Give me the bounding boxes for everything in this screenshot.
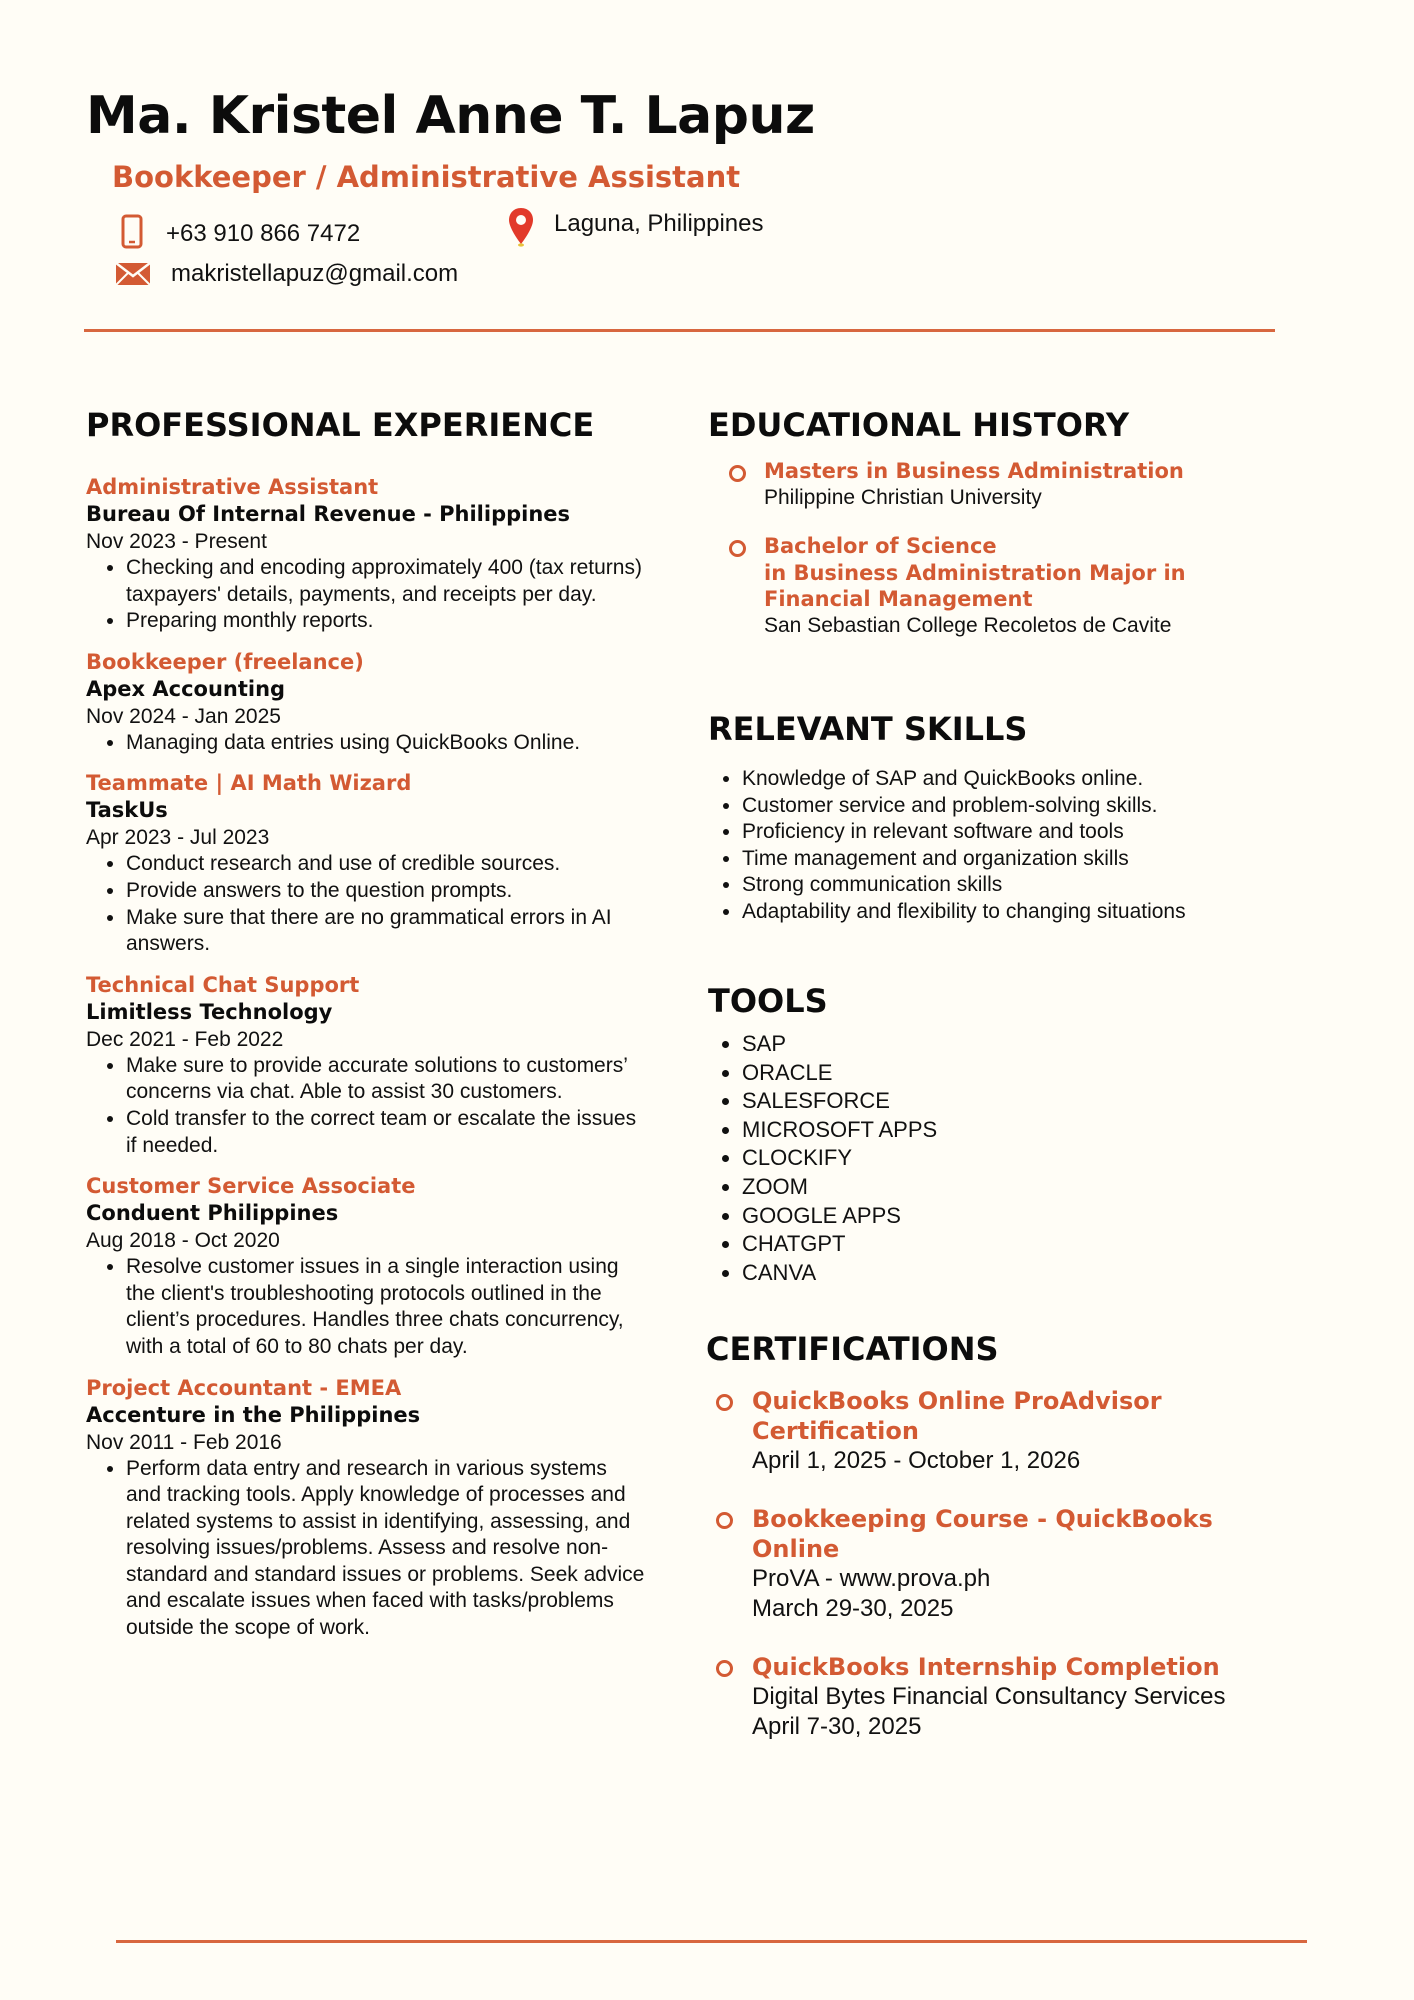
skill-item: • Knowledge of SAP and QuickBooks online. xyxy=(742,766,1328,793)
job-dates: Aug 2018 - Oct 2020 xyxy=(86,1229,280,1253)
job-company: TaskUs xyxy=(86,798,168,823)
job-entry xyxy=(86,1173,646,1360)
location-pin-icon xyxy=(506,206,536,248)
job-list xyxy=(86,474,646,1642)
skill-item: • Customer service and problem-solving skills. xyxy=(742,793,1328,820)
certifications-list xyxy=(716,1386,1326,1742)
job-role-title: Bookkeeper / Administrative Assistant xyxy=(112,160,741,194)
header-divider xyxy=(84,329,1275,332)
job-bullets xyxy=(86,1254,646,1360)
job-dates: Dec 2021 - Feb 2022 xyxy=(86,1027,284,1051)
skills-list xyxy=(708,766,1328,926)
skills-heading: RELEVANT SKILLS xyxy=(708,710,1028,748)
certification-detail: April 7-30, 2025 xyxy=(752,1713,922,1740)
job-dates: Apr 2023 - Jul 2023 xyxy=(86,826,270,850)
job-bullets xyxy=(86,1456,646,1642)
tool-item: • SAP xyxy=(742,1030,1308,1059)
certification-title: Online xyxy=(752,1535,840,1563)
job-bullet: • Resolve customer issues in a single interaction using the client's troubleshooting protocols outlined in the client’s procedures. Handles three chats concurrency, with a total of 60 to 80 chats per day. xyxy=(126,1254,646,1360)
job-title: Administrative Assistant xyxy=(86,475,379,499)
certifications-heading: CERTIFICATIONS xyxy=(706,1330,999,1368)
job-dates: Nov 2023 - Present xyxy=(86,530,267,553)
certification-detail: March 29-30, 2025 xyxy=(752,1595,954,1622)
bullet-circle-icon xyxy=(716,1512,733,1529)
skill-item: • Strong communication skills xyxy=(742,872,1328,899)
experience-heading: PROFESSIONAL EXPERIENCE xyxy=(86,406,595,444)
bullet-circle-icon xyxy=(729,465,746,482)
experience-section xyxy=(86,406,646,1642)
job-bullet: • Cold transfer to the correct team or escalate the issues if needed. xyxy=(126,1106,646,1159)
tools-list xyxy=(708,1030,1308,1287)
candidate-name: Ma. Kristel Anne T. Lapuz xyxy=(86,86,815,146)
job-bullet: • Checking and encoding approximately 400 (tax returns) taxpayers' details, payments, and receipts per day. xyxy=(126,555,646,608)
envelope-icon xyxy=(115,261,151,287)
job-bullet: • Make sure to provide accurate solutions to customers’ concerns via chat. Able to assist 30 customers. xyxy=(126,1053,646,1106)
location-text: Laguna, Philippines xyxy=(554,210,764,237)
education-degree: Financial Management xyxy=(764,587,1033,612)
education-degree: in Business Administration Major in xyxy=(764,560,1186,585)
phone-contact xyxy=(120,214,360,250)
tool-item: • GOOGLE APPS xyxy=(742,1202,1308,1231)
education-degree: Bachelor of Science xyxy=(764,534,997,559)
tool-item: • MICROSOFT APPS xyxy=(742,1116,1308,1145)
job-entry xyxy=(86,1375,646,1642)
education-school: Philippine Christian University xyxy=(764,485,1042,509)
job-entry xyxy=(86,649,646,757)
tool-item: • CLOCKIFY xyxy=(742,1144,1308,1173)
certification-entry xyxy=(716,1386,1326,1476)
bullet-circle-icon xyxy=(716,1660,733,1677)
tool-item: • SALESFORCE xyxy=(742,1087,1308,1116)
phone-number: +63 910 866 7472 xyxy=(166,220,361,247)
tool-item: • ZOOM xyxy=(742,1173,1308,1202)
job-dates: Nov 2024 - Jan 2025 xyxy=(86,704,281,728)
job-title: Technical Chat Support xyxy=(86,972,360,997)
email-address: makristellapuz@gmail.com xyxy=(171,260,459,287)
job-bullets xyxy=(86,851,646,957)
education-entry xyxy=(720,458,1308,511)
job-dates: Nov 2011 - Feb 2016 xyxy=(86,1430,282,1454)
job-bullet: • Managing data entries using QuickBooks Online. xyxy=(126,730,646,757)
job-company: Limitless Technology xyxy=(86,999,333,1024)
tool-item: • CANVA xyxy=(742,1259,1308,1288)
job-bullets xyxy=(86,1053,646,1159)
education-school: San Sebastian College Recoletos de Cavite xyxy=(764,613,1172,637)
job-title: Customer Service Associate xyxy=(86,1174,416,1199)
education-list xyxy=(720,458,1308,640)
right-column xyxy=(706,406,1308,1740)
skill-item: • Proficiency in relevant software and tools xyxy=(742,819,1328,846)
job-entry xyxy=(86,770,646,957)
education-entry xyxy=(720,533,1308,639)
email-contact xyxy=(115,260,458,288)
tool-item: • CHATGPT xyxy=(742,1230,1308,1259)
certification-title: Bookkeeping Course - QuickBooks xyxy=(752,1505,1213,1533)
education-heading: EDUCATIONAL HISTORY xyxy=(708,406,1130,444)
job-bullet: • Perform data entry and research in various systems and tracking tools. Apply knowledge of processes and related systems to assist in identifying, assessing, and resolving issues/problems. Assess and resolve non-standard and standard issues or problems. Seek advice and escalate issues when faced with tasks/problems outside the scope of work. xyxy=(126,1456,646,1642)
location-contact xyxy=(506,206,764,248)
certification-title: Certification xyxy=(752,1417,919,1445)
job-company: Conduent Philippines xyxy=(86,1201,339,1226)
tool-item: • ORACLE xyxy=(742,1059,1308,1088)
skill-item: • Adaptability and flexibility to changing situations xyxy=(742,899,1328,926)
job-title: Bookkeeper (freelance) xyxy=(86,649,364,674)
job-bullet: • Conduct research and use of credible sources. xyxy=(126,851,646,878)
job-bullet: • Make sure that there are no grammatical errors in AI answers. xyxy=(126,905,646,958)
certification-detail: Digital Bytes Financial Consultancy Services xyxy=(752,1683,1226,1710)
job-entry xyxy=(86,972,646,1159)
tools-heading: TOOLS xyxy=(708,982,828,1020)
skills-section xyxy=(708,710,1328,926)
phone-icon xyxy=(120,214,146,250)
bullet-circle-icon xyxy=(729,540,746,557)
job-company: Accenture in the Philippines xyxy=(86,1402,421,1427)
education-degree: Masters in Business Administration xyxy=(764,459,1184,483)
certification-title: QuickBooks Online ProAdvisor xyxy=(752,1387,1162,1415)
tools-section xyxy=(708,982,1308,1287)
job-bullet: • Provide answers to the question prompts. xyxy=(126,878,646,905)
job-title: Project Accountant - EMEA xyxy=(86,1375,402,1400)
certification-entry xyxy=(716,1652,1326,1742)
job-title: Teammate | AI Math Wizard xyxy=(86,771,412,796)
footer-divider xyxy=(116,1940,1307,1943)
job-bullets xyxy=(86,555,646,635)
job-bullets xyxy=(86,730,646,757)
certification-detail: ProVA - www.prova.ph xyxy=(752,1565,991,1592)
job-company: Apex Accounting xyxy=(86,676,286,701)
certifications-section xyxy=(706,1330,1326,1742)
certification-detail: April 1, 2025 - October 1, 2026 xyxy=(752,1447,1081,1474)
job-bullet: • Preparing monthly reports. xyxy=(126,608,646,635)
job-company: Bureau Of Internal Revenue - Philippines xyxy=(86,502,571,526)
bullet-circle-icon xyxy=(716,1394,733,1411)
skill-item: • Time management and organization skills xyxy=(742,846,1328,873)
certification-title: QuickBooks Internship Completion xyxy=(752,1653,1220,1681)
education-section xyxy=(708,406,1308,640)
certification-entry xyxy=(716,1504,1326,1624)
job-entry xyxy=(86,474,646,635)
